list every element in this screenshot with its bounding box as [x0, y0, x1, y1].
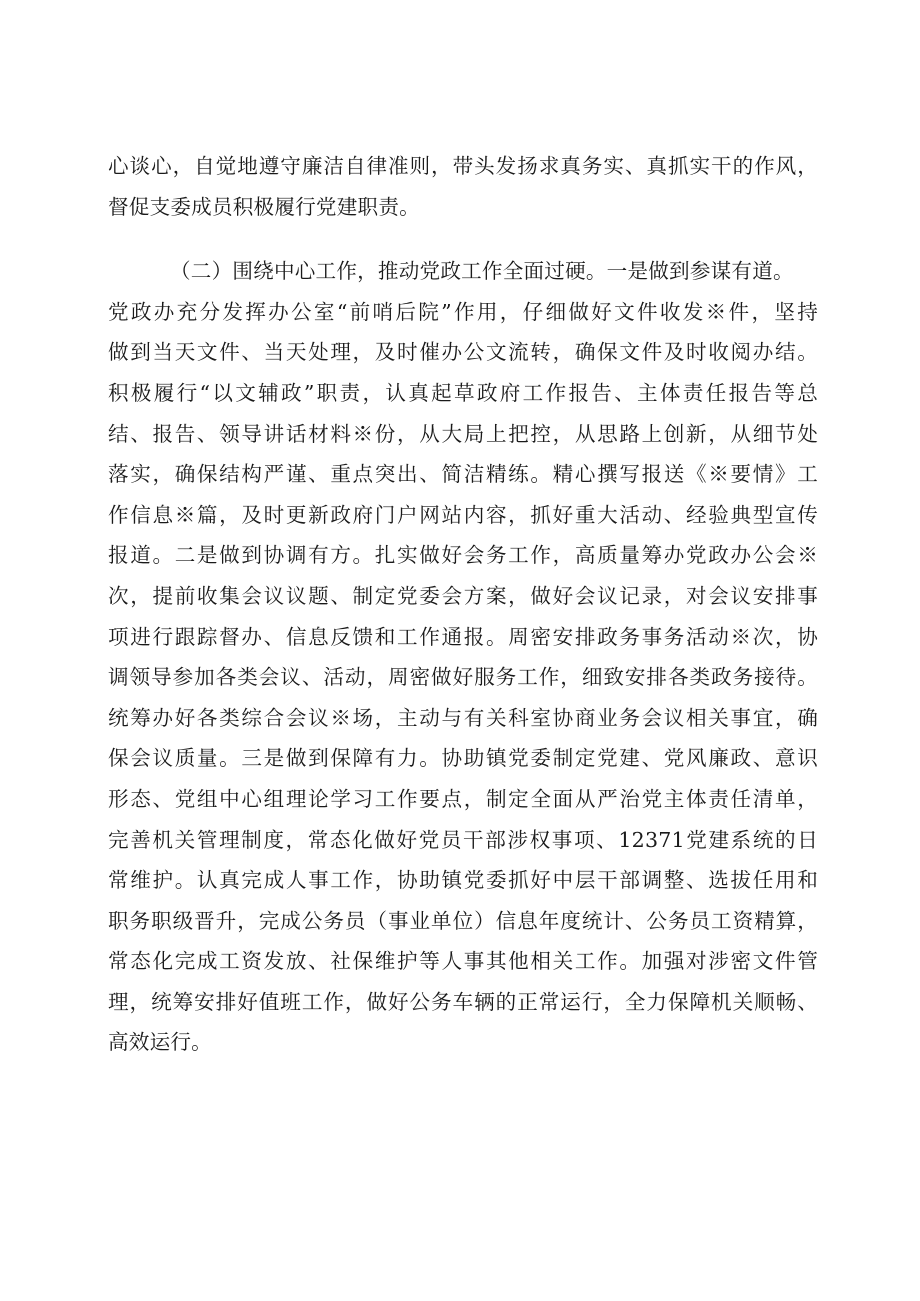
paragraph-line: （二）围绕中心工作，推动党政工作全面过硬。一是做到参谋有道。	[170, 259, 794, 284]
paragraph-line: 完善机关管理制度，常态化做好党员干部涉权事项、12371党建系统的日	[108, 827, 818, 852]
paragraph-line: 积极履行“以文辅政”职责，认真起草政府工作报告、主体责任报告等总	[108, 380, 818, 405]
paragraph-line: 心谈心，自觉地遵守廉洁自律准则，带头发扬求真务实、真抓实干的作风，	[108, 154, 818, 178]
paragraph-2	[108, 251, 818, 1063]
paragraph-line: 做到当天文件、当天处理，及时催办公文流转，确保文件及时收阅办结。	[108, 340, 818, 365]
document-body	[108, 146, 818, 1063]
paragraph-line: 形态、党组中心组理论学习工作要点，制定全面从严治党主体责任清单，	[108, 786, 818, 811]
paragraph-line: 党政办充分发挥办公室“前哨后院”作用，仔细做好文件收发※件，坚持	[108, 299, 818, 324]
paragraph-line: 统筹办好各类综合会议※场，主动与有关科室协商业务会议相关事宜，确	[108, 705, 818, 730]
paragraph-line: 结、报告、领导讲话材料※份，从大局上把控，从思路上创新，从细节处	[108, 421, 818, 446]
paragraph-line: 职务职级晋升，完成公务员（事业单位）信息年度统计、公务员工资精算，	[108, 908, 818, 933]
paragraph-line: 作信息※篇，及时更新政府门户网站内容，抓好重大活动、经验典型宣传	[108, 502, 818, 527]
paragraph-line: 项进行跟踪督办、信息反馈和工作通报。周密安排政务事务活动※次，协	[108, 624, 818, 649]
paragraph-line: 保会议质量。三是做到保障有力。协助镇党委制定党建、党风廉政、意识	[108, 746, 818, 771]
paragraph-line: 督促支委成员积极履行党建职责。	[108, 194, 420, 219]
paragraph-line: 高效运行。	[108, 1030, 212, 1055]
paragraph-line: 理，统筹安排好值班工作，做好公务车辆的正常运行，全力保障机关顺畅、	[108, 989, 818, 1014]
paragraph-line: 落实，确保结构严谨、重点突出、简洁精练。精心撰写报送《※要情》工	[108, 462, 818, 487]
paragraph-line: 报道。二是做到协调有方。扎实做好会务工作，高质量筹办党政办公会※	[108, 543, 818, 568]
paragraph-1	[108, 146, 818, 227]
paragraph-line: 常维护。认真完成人事工作，协助镇党委抓好中层干部调整、选拔任用和	[108, 868, 818, 893]
paragraph-line: 次，提前收集会议议题、制定党委会方案，做好会议记录，对会议安排事	[108, 583, 818, 608]
paragraph-line: 调领导参加各类会议、活动，周密做好服务工作，细致安排各类政务接待。	[108, 665, 818, 690]
paragraph-line: 常态化完成工资发放、社保维护等人事其他相关工作。加强对涉密文件管	[108, 949, 818, 974]
